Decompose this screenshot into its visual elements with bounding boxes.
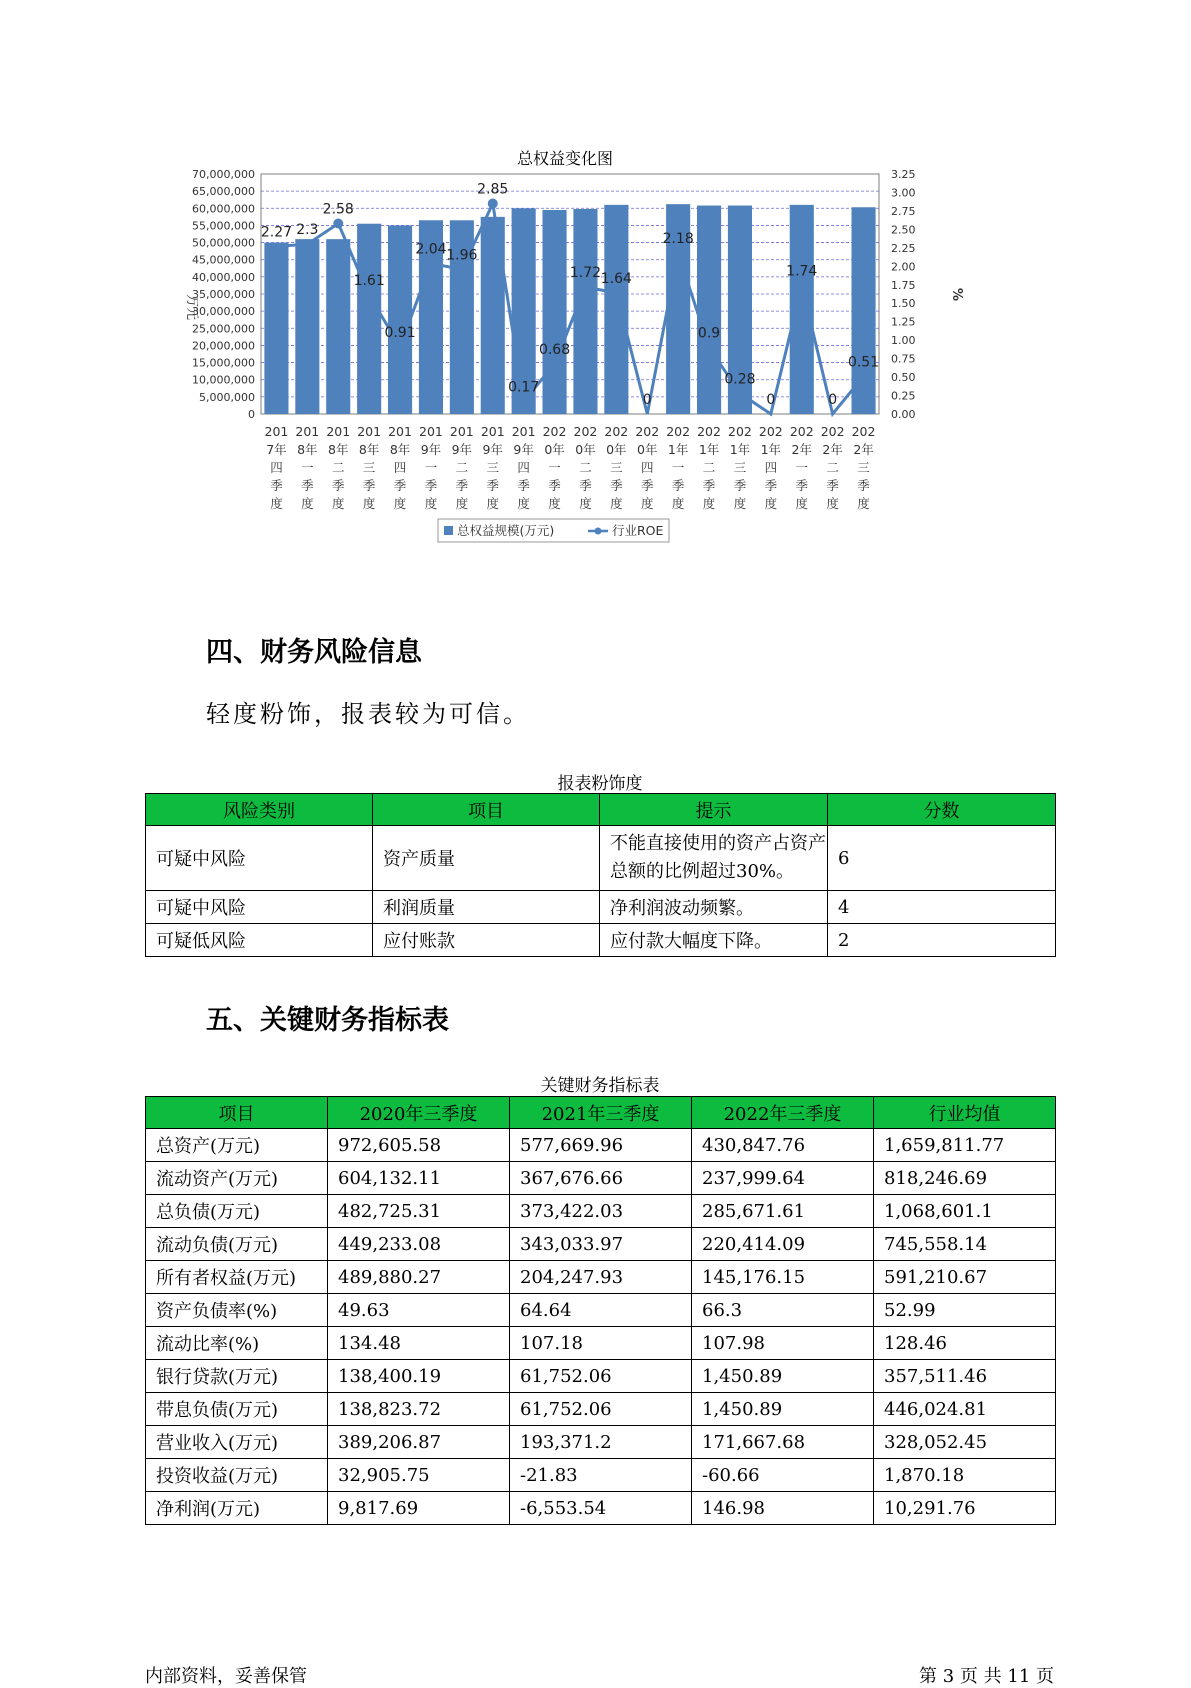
x-tick-label: 9年 (420, 442, 442, 457)
y-right-tick-label: 1.75 (891, 278, 916, 292)
x-tick-label: 度 (393, 496, 407, 511)
table-cell: 604,132.11 (328, 1162, 510, 1195)
x-tick-label: 季 (270, 478, 283, 493)
x-tick-label: 201 (388, 424, 412, 439)
x-tick-label: 四 (764, 460, 778, 475)
table-cell: 不能直接使用的资产占资产总额的比例超过30%。 (600, 826, 828, 891)
y-right-tick-label: 3.00 (891, 186, 916, 200)
y-right-tick-label: 2.25 (891, 241, 916, 255)
table-row (146, 1426, 1056, 1459)
table-row (146, 891, 1056, 924)
x-tick-label: 度 (826, 496, 839, 511)
table-row (146, 1261, 1056, 1294)
roe-data-label: 1.96 (446, 247, 478, 264)
table-cell: 4 (828, 891, 1056, 924)
table-cell: 1,068,601.1 (874, 1195, 1056, 1228)
x-tick-label: 度 (455, 496, 469, 511)
equity-chart (170, 140, 964, 590)
x-tick-label: 8年 (389, 442, 411, 457)
table-cell: 745,558.14 (874, 1228, 1056, 1261)
risk-summary: 轻度粉饰，报表较为可信。 (206, 700, 530, 728)
table-cell: 投资收益(万元) (146, 1459, 328, 1492)
roe-data-label: 0.9 (697, 325, 721, 342)
x-tick-label: 0年 (606, 442, 627, 457)
table-cell: 可疑低风险 (146, 924, 373, 957)
x-tick-label: 202 (728, 424, 752, 439)
x-tick-label: 度 (331, 496, 345, 511)
x-tick-label: 季 (517, 478, 530, 493)
table-cell: 净利润(万元) (146, 1492, 328, 1525)
roe-data-label: 1.72 (569, 264, 602, 281)
table-row (146, 1294, 1056, 1327)
y-right-axis-label: % (949, 288, 964, 302)
table-cell: 972,605.58 (328, 1129, 510, 1162)
column-header: 风险类别 (146, 794, 373, 826)
x-tick-label: 8年 (358, 442, 380, 457)
x-tick-label: 季 (486, 478, 500, 493)
table-cell: 净利润波动频繁。 (600, 891, 828, 924)
table-cell: 1,870.18 (874, 1459, 1056, 1492)
y-tick-label: 45,000,000 (192, 253, 255, 267)
x-tick-label: 度 (517, 496, 530, 511)
bar (851, 207, 875, 414)
column-header: 2021年三季度 (510, 1097, 692, 1129)
column-header: 项目 (146, 1097, 328, 1129)
roe-data-label: 1.61 (353, 273, 385, 290)
y-tick-label: 70,000,000 (192, 168, 255, 181)
bar (790, 205, 814, 414)
x-tick-label: 一 (671, 460, 685, 475)
roe-data-label: 2.18 (662, 231, 694, 248)
column-header: 项目 (373, 794, 600, 826)
column-header: 2022年三季度 (692, 1097, 874, 1129)
y-tick-label: 65,000,000 (192, 185, 255, 199)
table-row (146, 924, 1056, 957)
y-right-tick-label: 0.25 (891, 389, 916, 403)
x-tick-label: 0年 (575, 442, 596, 457)
table-row (146, 1327, 1056, 1360)
chart-svg (170, 140, 964, 590)
table-cell: 220,414.09 (692, 1228, 874, 1261)
table-cell: 6 (828, 826, 1056, 891)
roe-data-label: 0.51 (847, 354, 880, 371)
roe-point (302, 239, 312, 249)
table-cell: 107.18 (510, 1327, 692, 1360)
table-cell: 银行贷款(万元) (146, 1360, 328, 1393)
roe-data-label: 0.68 (538, 341, 571, 358)
x-tick-label: 度 (362, 496, 376, 511)
x-tick-label: 一 (424, 460, 438, 475)
footer-confidential: 内部资料，妥善保管 (145, 1666, 307, 1687)
table-cell: 237,999.64 (692, 1162, 874, 1195)
x-tick-label: 度 (548, 496, 561, 511)
roe-data-label: 2.85 (477, 181, 509, 198)
legend-line-marker (595, 528, 602, 535)
x-tick-label: 度 (486, 496, 500, 511)
table-cell: 285,671.61 (692, 1195, 874, 1228)
table-cell: 66.3 (692, 1294, 874, 1327)
bar (264, 243, 288, 414)
x-tick-label: 季 (640, 478, 654, 493)
section4-heading: 四、财务风险信息 (206, 637, 422, 668)
chart-title: 总权益变化图 (516, 149, 613, 168)
x-tick-label: 度 (640, 496, 654, 511)
x-tick-label: 季 (301, 478, 314, 493)
table-row (146, 1162, 1056, 1195)
y-right-tick-label: 2.75 (891, 204, 916, 218)
table-cell: 61,752.06 (510, 1360, 692, 1393)
table-header-row (146, 1097, 1056, 1129)
table-cell: 146.98 (692, 1492, 874, 1525)
table-cell: -21.83 (510, 1459, 692, 1492)
table-cell: 营业收入(万元) (146, 1426, 328, 1459)
x-tick-label: 201 (326, 424, 351, 439)
x-tick-label: 度 (270, 496, 283, 511)
table-cell: 总资产(万元) (146, 1129, 328, 1162)
table-cell: 流动资产(万元) (146, 1162, 328, 1195)
x-tick-label: 季 (548, 478, 561, 493)
x-tick-label: 季 (671, 478, 685, 493)
column-header: 分数 (828, 794, 1056, 826)
table-cell: 818,246.69 (874, 1162, 1056, 1195)
roe-data-label: 1.64 (600, 270, 632, 287)
y-tick-label: 5,000,000 (199, 390, 255, 404)
risk-table (145, 793, 1056, 957)
x-tick-label: 度 (702, 496, 716, 511)
table-row (146, 826, 1056, 891)
x-tick-label: 二 (702, 460, 716, 475)
x-tick-label: 三 (362, 460, 376, 475)
table-cell: 应付款大幅度下降。 (600, 924, 828, 957)
y-right-tick-label: 3.25 (891, 168, 916, 181)
table-cell: 193,371.2 (510, 1426, 692, 1459)
table-cell: 2 (828, 924, 1056, 957)
roe-data-label: 2.04 (415, 241, 447, 258)
roe-data-label: 0.28 (724, 371, 756, 388)
roe-data-label: 0 (766, 392, 776, 408)
table-cell: 134.48 (328, 1327, 510, 1360)
table-cell: 357,511.46 (874, 1360, 1056, 1393)
x-tick-label: 四 (270, 460, 283, 475)
table-cell: 10,291.76 (874, 1492, 1056, 1525)
legend-bar-label: 总权益规模(万元) (457, 523, 555, 538)
bar (295, 239, 319, 414)
x-tick-label: 2年 (791, 442, 812, 457)
x-tick-label: 季 (857, 478, 870, 493)
table-cell: 430,847.76 (692, 1129, 874, 1162)
roe-point (333, 218, 343, 228)
x-tick-label: 0年 (637, 442, 658, 457)
x-tick-label: 度 (733, 496, 747, 511)
table-cell: 9,817.69 (328, 1492, 510, 1525)
x-tick-label: 1年 (698, 442, 720, 457)
x-tick-label: 202 (635, 424, 660, 439)
x-tick-label: 二 (455, 460, 469, 475)
y-tick-label: 55,000,000 (192, 219, 255, 233)
table-cell: 应付账款 (373, 924, 600, 957)
roe-data-label: 2.27 (260, 224, 293, 241)
column-header: 2020年三季度 (328, 1097, 510, 1129)
x-tick-label: 201 (295, 424, 320, 439)
x-tick-label: 度 (795, 496, 809, 511)
table-cell: 52.99 (874, 1294, 1056, 1327)
bar (326, 239, 350, 414)
x-tick-label: 度 (671, 496, 685, 511)
x-tick-label: 202 (697, 424, 721, 439)
x-tick-label: 度 (610, 496, 623, 511)
bar (357, 224, 381, 414)
x-tick-label: 季 (733, 478, 747, 493)
x-tick-label: 202 (851, 424, 876, 439)
x-tick-label: 季 (795, 478, 809, 493)
table-cell: 343,033.97 (510, 1228, 692, 1261)
table-cell: 61,752.06 (510, 1393, 692, 1426)
table-row (146, 1492, 1056, 1525)
table-cell: 资产质量 (373, 826, 600, 891)
table-cell: 489,880.27 (328, 1261, 510, 1294)
y-tick-label: 15,000,000 (192, 356, 255, 370)
y-tick-label: 50,000,000 (192, 236, 255, 250)
table-cell: 1,450.89 (692, 1360, 874, 1393)
y-right-tick-label: 1.50 (891, 297, 916, 311)
y-tick-label: 30,000,000 (192, 305, 255, 319)
table-cell: 可疑中风险 (146, 891, 373, 924)
table-cell: 1,659,811.77 (874, 1129, 1056, 1162)
bar (481, 217, 505, 414)
x-tick-label: 季 (579, 478, 592, 493)
table-cell: 446,024.81 (874, 1393, 1056, 1426)
x-tick-label: 四 (640, 460, 654, 475)
table-cell: 107.98 (692, 1327, 874, 1360)
x-tick-label: 202 (789, 424, 814, 439)
x-tick-label: 季 (826, 478, 839, 493)
x-tick-label: 2年 (853, 442, 874, 457)
table-cell: 138,823.72 (328, 1393, 510, 1426)
y-tick-label: 0 (248, 408, 255, 421)
x-tick-label: 一 (795, 460, 809, 475)
x-tick-label: 1年 (760, 442, 782, 457)
y-right-tick-label: 0.00 (891, 408, 916, 421)
legend-bar-swatch (444, 526, 453, 535)
table-cell: 49.63 (328, 1294, 510, 1327)
x-tick-label: 201 (264, 424, 289, 439)
table-cell: 流动比率(%) (146, 1327, 328, 1360)
table-cell: -6,553.54 (510, 1492, 692, 1525)
table-cell: 所有者权益(万元) (146, 1261, 328, 1294)
y-right-tick-label: 2.00 (891, 260, 916, 274)
table-cell: 204,247.93 (510, 1261, 692, 1294)
x-tick-label: 1年 (729, 442, 751, 457)
x-tick-label: 7年 (266, 442, 287, 457)
y-right-tick-label: 1.00 (891, 334, 916, 348)
legend-line-label: 行业ROE (612, 523, 664, 538)
x-tick-label: 季 (331, 478, 345, 493)
roe-data-label: 2.58 (322, 201, 354, 218)
table-cell: 总负债(万元) (146, 1195, 328, 1228)
table-cell: 138,400.19 (328, 1360, 510, 1393)
table-cell: 373,422.03 (510, 1195, 692, 1228)
x-tick-label: 0年 (544, 442, 565, 457)
y-right-tick-label: 0.75 (891, 352, 916, 366)
x-tick-label: 2年 (822, 442, 843, 457)
y-tick-label: 40,000,000 (192, 270, 255, 284)
table-cell: 流动负债(万元) (146, 1228, 328, 1261)
x-tick-label: 201 (357, 424, 382, 439)
bar (697, 206, 721, 414)
x-tick-label: 201 (511, 424, 536, 439)
x-tick-label: 度 (579, 496, 592, 511)
section5-heading: 五、关键财务指标表 (206, 1005, 449, 1036)
x-tick-label: 季 (610, 478, 623, 493)
x-tick-label: 季 (702, 478, 716, 493)
y-tick-label: 25,000,000 (192, 322, 255, 336)
table-cell: 591,210.67 (874, 1261, 1056, 1294)
x-tick-label: 度 (764, 496, 778, 511)
table-cell: 利润质量 (373, 891, 600, 924)
table-row (146, 1129, 1056, 1162)
x-tick-label: 9年 (482, 442, 503, 457)
x-tick-label: 201 (480, 424, 505, 439)
roe-data-label: 0.91 (384, 324, 416, 341)
x-tick-label: 三 (857, 460, 870, 475)
x-tick-label: 202 (820, 424, 845, 439)
x-tick-label: 二 (331, 460, 345, 475)
column-header: 行业均值 (874, 1097, 1056, 1129)
risk-table-caption: 报表粉饰度 (557, 774, 643, 794)
bar (604, 205, 628, 414)
x-tick-label: 8年 (297, 442, 318, 457)
x-tick-label: 一 (548, 460, 561, 475)
x-tick-label: 202 (542, 424, 567, 439)
roe-data-label: 1.74 (786, 263, 818, 280)
table-row (146, 1228, 1056, 1261)
table-cell: 可疑中风险 (146, 826, 373, 891)
table-row (146, 1459, 1056, 1492)
roe-data-label: 0.17 (508, 379, 540, 396)
x-tick-label: 季 (455, 478, 469, 493)
indicator-table (145, 1096, 1056, 1525)
x-tick-label: 四 (517, 460, 530, 475)
table-cell: 32,905.75 (328, 1459, 510, 1492)
x-tick-label: 三 (486, 460, 500, 475)
x-tick-label: 季 (393, 478, 407, 493)
table-header-row (146, 794, 1056, 826)
table-cell: 171,667.68 (692, 1426, 874, 1459)
x-tick-label: 8年 (328, 442, 349, 457)
x-tick-label: 201 (449, 424, 474, 439)
table-cell: 带息负债(万元) (146, 1393, 328, 1426)
y-tick-label: 60,000,000 (192, 202, 255, 216)
x-tick-label: 度 (857, 496, 870, 511)
table-cell: 389,206.87 (328, 1426, 510, 1459)
x-tick-label: 202 (604, 424, 629, 439)
column-header: 提示 (600, 794, 828, 826)
y-tick-label: 35,000,000 (192, 288, 255, 301)
x-tick-label: 三 (610, 460, 623, 475)
table-cell: 128.46 (874, 1327, 1056, 1360)
y-right-tick-label: 0.50 (891, 371, 916, 385)
x-tick-label: 度 (301, 496, 314, 511)
x-tick-label: 度 (424, 496, 438, 511)
table-cell: 577,669.96 (510, 1129, 692, 1162)
x-tick-label: 季 (362, 478, 376, 493)
roe-data-label: 2.3 (296, 222, 319, 239)
table-row (146, 1360, 1056, 1393)
y-axis-label: 万元 (184, 294, 199, 321)
bar (542, 210, 566, 414)
x-tick-label: 四 (393, 460, 407, 475)
x-tick-label: 二 (826, 460, 839, 475)
table-cell: 145,176.15 (692, 1261, 874, 1294)
roe-data-label: 0 (828, 392, 838, 408)
x-tick-label: 三 (733, 460, 747, 475)
table-cell: 64.64 (510, 1294, 692, 1327)
x-tick-label: 季 (764, 478, 778, 493)
x-tick-label: 202 (758, 424, 783, 439)
y-right-tick-label: 1.25 (891, 315, 916, 329)
table-cell: 449,233.08 (328, 1228, 510, 1261)
x-tick-label: 201 (419, 424, 443, 439)
table-row (146, 1195, 1056, 1228)
indicator-table-caption: 关键财务指标表 (540, 1076, 660, 1096)
table-cell: 328,052.45 (874, 1426, 1056, 1459)
roe-point (488, 199, 498, 209)
y-tick-label: 20,000,000 (192, 339, 255, 353)
y-tick-label: 10,000,000 (192, 373, 255, 387)
table-row (146, 1393, 1056, 1426)
x-tick-label: 二 (579, 460, 592, 475)
table-cell: -60.66 (692, 1459, 874, 1492)
x-tick-label: 1年 (667, 442, 689, 457)
x-tick-label: 一 (301, 460, 314, 475)
roe-data-label: 0 (642, 392, 652, 408)
x-tick-label: 9年 (513, 442, 534, 457)
table-cell: 482,725.31 (328, 1195, 510, 1228)
x-tick-label: 9年 (451, 442, 473, 457)
y-right-tick-label: 2.50 (891, 223, 916, 237)
x-tick-label: 季 (424, 478, 438, 493)
table-cell: 资产负债率(%) (146, 1294, 328, 1327)
table-cell: 367,676.66 (510, 1162, 692, 1195)
x-tick-label: 202 (573, 424, 598, 439)
x-tick-label: 202 (666, 424, 691, 439)
footer-page-number: 第 3 页 共 11 页 (919, 1666, 1054, 1687)
table-cell: 1,450.89 (692, 1393, 874, 1426)
